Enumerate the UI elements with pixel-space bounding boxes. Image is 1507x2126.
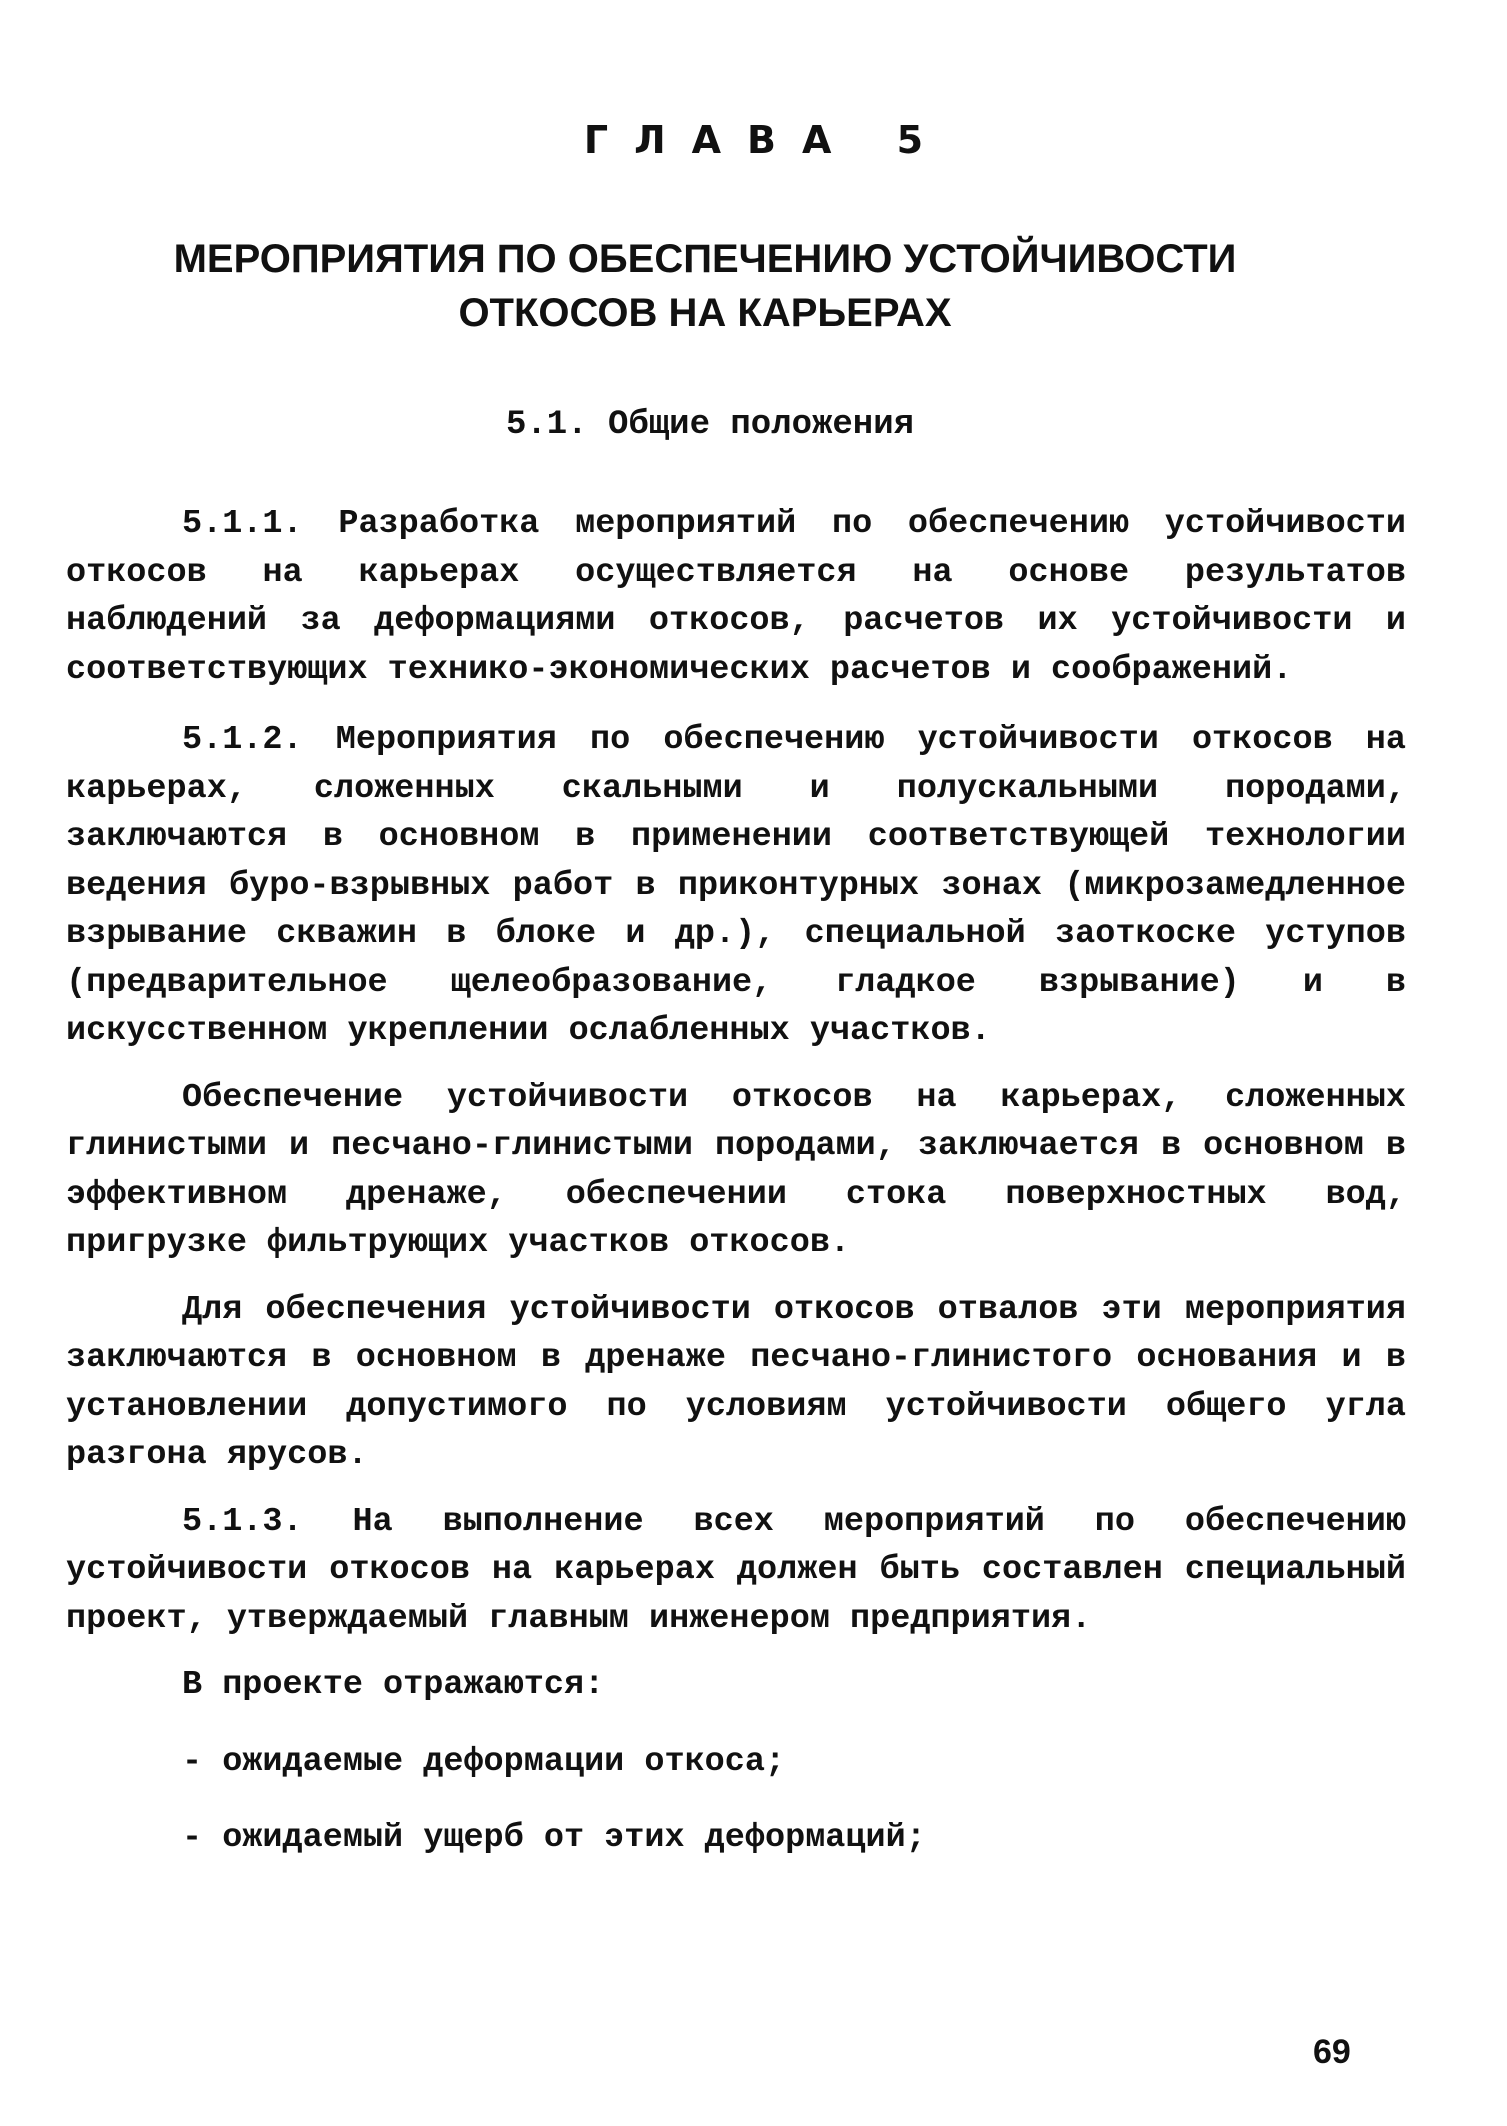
body-text: [66, 500, 1406, 1891]
chapter-title: [40, 232, 1370, 340]
section-heading: 5.1. Общие положения: [505, 406, 915, 444]
page-number: 69: [1313, 2033, 1351, 2071]
chapter-title-line-2: ОТКОСОВ НА КАРЬЕРАХ: [458, 291, 952, 335]
chapter-title-line-1: МЕРОПРИЯТИЯ ПО ОБЕСПЕЧЕНИЮ УСТОЙЧИВОСТИ: [173, 237, 1237, 281]
paragraph-5-1-3: 5.1.3. На выполнение всех мероприятий по обеспечению устойчивости откосов на карьерах должен быть составлен специальный проект, утверждаемый главным инженером предприятия.: [66, 1502, 1406, 1638]
chapter-heading: ГЛАВА 5: [583, 118, 950, 162]
list-item: - ожидаемый ущерб от этих деформаций;: [182, 1819, 926, 1857]
paragraph-dumps: Для обеспечения устойчивости откосов отвалов эти мероприятия заключаются в основном в дренаже песчано-глинистого основания и в установлении допустимого по условиям устойчивости общего угла разгона ярусов.: [66, 1290, 1406, 1474]
list-intro: В проекте отражаются:: [182, 1666, 605, 1704]
paragraph-5-1-2: 5.1.2. Мероприятия по обеспечению устойчивости откосов на карьерах, сложенных скальными и полускальными породами, заключаются в основном в применении соответствующей технологии ведения буро-взрывных работ в приконтурных зонах (микрозамедленное взрывание скважин в блоке и др.), специальной заоткоске уступов (предварительное щелеобразование, гладкое взрывание) и в искусственном укреплении ослабленных участков.: [66, 721, 1406, 1050]
list-item: - ожидаемые деформации откоса;: [182, 1742, 786, 1781]
paragraph-clay-slopes: Обеспечение устойчивости откосов на карьерах, сложенных глинистыми и песчано-глинистыми породами, заключается в основном в эффективном дренаже, обеспечении стока поверхностных вод, пригрузке фильтрующих участков откосов.: [66, 1078, 1406, 1262]
paragraph-5-1-1: 5.1.1. Разработка мероприятий по обеспечению устойчивости откосов на карьерах осуществляется на основе результатов наблюдений за деформациями откосов, расчетов их устойчивости и соответствующих технико-экономических расчетов и соображений.: [66, 505, 1406, 689]
